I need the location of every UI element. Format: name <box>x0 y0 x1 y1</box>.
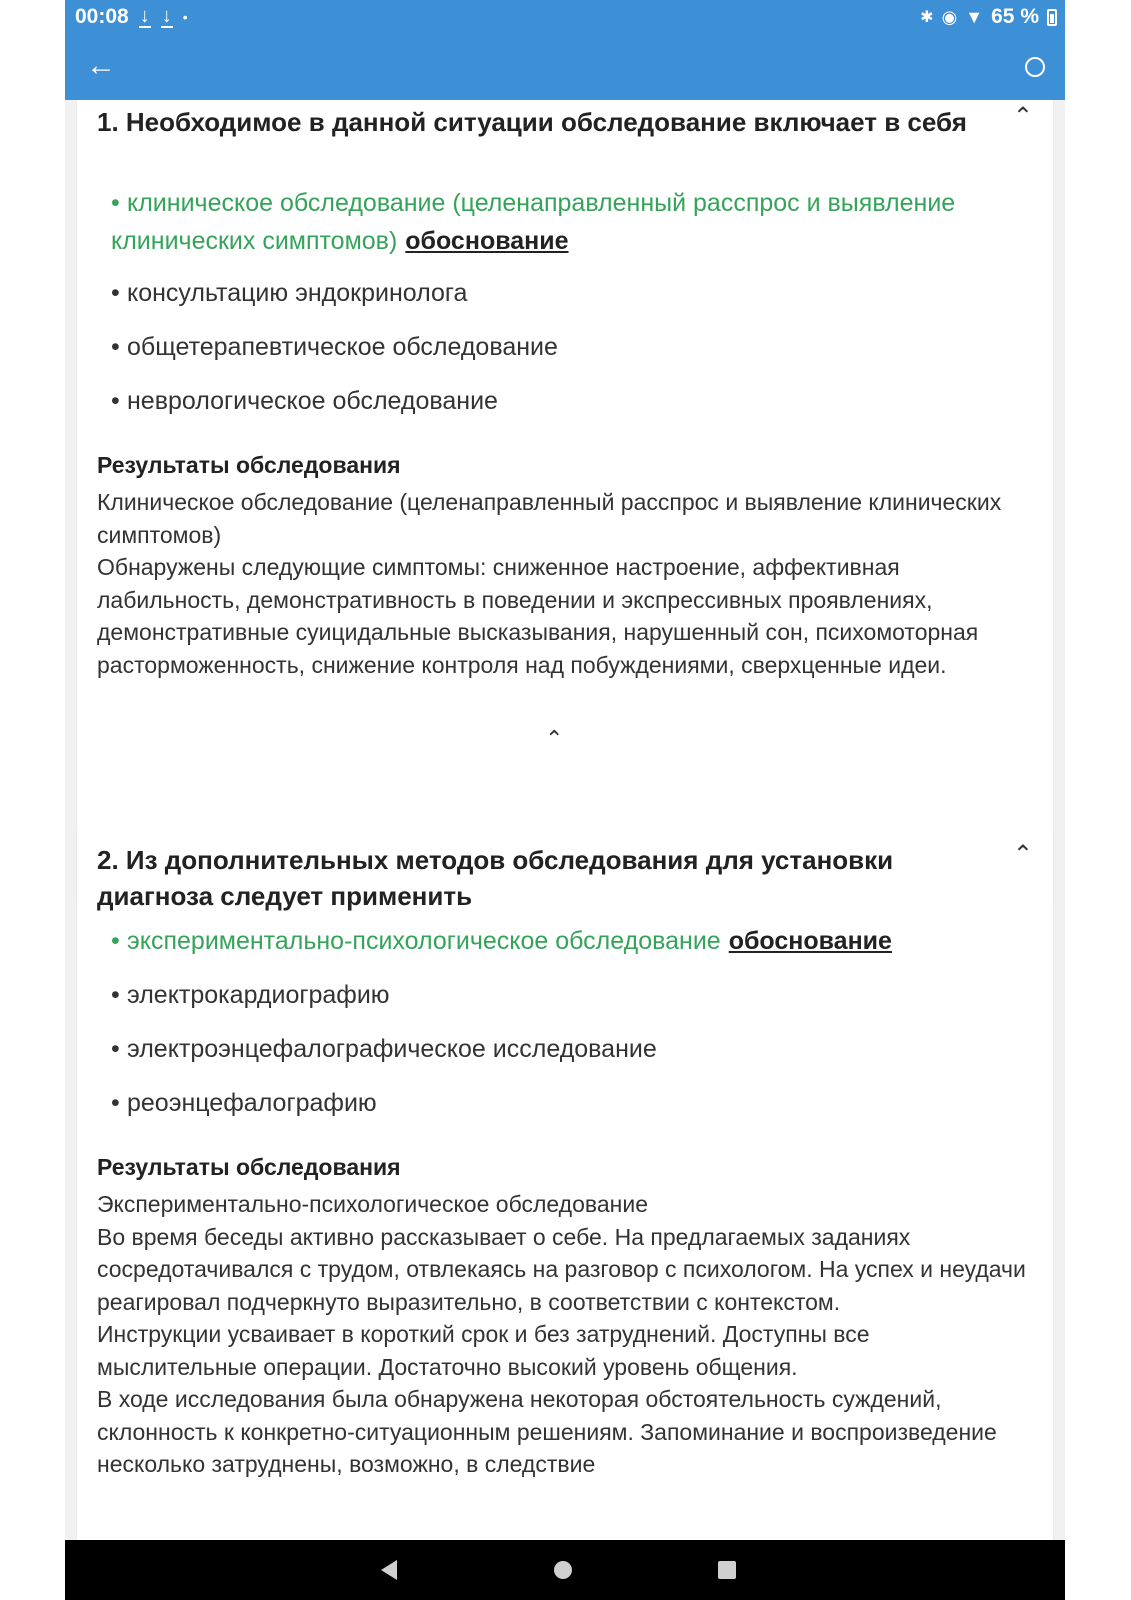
option-text: общетерапевтическое обследование <box>127 333 558 361</box>
option-text: реоэнцефалографию <box>127 1089 377 1117</box>
bullet-icon: • <box>111 387 120 415</box>
results-text: Экспериментально-психологическое обследование Во время беседы активно рассказывает о себе. На предлагаемых заданиях сосредотачивался с трудом, отвлекаясь на разговор с психологом. На успех и неудачи реагировал подчеркнуто выразительно, в соответствии с контекстом. Инструкции усваивает в короткий срок и без затруднений. Доступны все мыслительные операции. Достаточно высокий уровень общения. В ходе исследования была обнаружена некоторая обстоятельность суждений, склонность к конкретно-ситуационным решениям. Запоминание и воспроизведение несколько затруднены, возможно, в следствие <box>97 1191 1026 1477</box>
question-card-2 <box>77 826 1053 1540</box>
option-text: консультацию эндокринолога <box>127 279 468 307</box>
option-text: неврологическое обследование <box>127 387 498 415</box>
status-bar <box>65 0 1065 34</box>
option-text: электрокардиографию <box>127 981 390 1009</box>
chevron-up-icon[interactable]: ⌃ <box>1012 841 1033 868</box>
download-icon: ↓ <box>139 5 150 27</box>
content-scroll[interactable] <box>65 100 1065 1540</box>
question-title: 1. Необходимое в данной ситуации обследование включает в себя <box>97 107 967 137</box>
results-text: Клиническое обследование (целенаправленный расспрос и выявление клинических симптомов) Обнаружены следующие симптомы: сниженное настроение, аффективная лабильность, демонстративность в поведении и экспрессивных проявлениях, демонстративные суицидальные высказывания, нарушенный сон, психомоторная расторможенность, снижение контроля над побуждениями, сверхценные идеи. <box>97 489 1002 678</box>
results-title: Результаты обследования <box>97 452 401 478</box>
back-triangle-icon[interactable] <box>381 1560 397 1580</box>
navigation-bar <box>65 1540 1065 1600</box>
status-time: 00:08 <box>75 5 129 28</box>
arrow-left-icon[interactable]: ← <box>86 49 116 82</box>
option[interactable] <box>111 976 1011 1014</box>
option[interactable] <box>111 1030 1011 1068</box>
option-text: электроэнцефалографическое исследование <box>127 1035 657 1063</box>
option-text: клиническое обследование (целенаправленный расспрос и выявление клинических симптомов) <box>111 189 956 255</box>
chevron-up-icon[interactable]: ⌃ <box>545 726 564 751</box>
bullet-icon: • <box>111 1035 120 1063</box>
bullet-icon: • <box>111 279 120 307</box>
vibrate-icon: ◉ <box>941 6 958 27</box>
justification-link[interactable]: обоснование <box>405 227 569 255</box>
question-card-1 <box>77 100 1053 908</box>
battery-percent: 65 % <box>991 5 1039 28</box>
recent-square-icon[interactable] <box>718 1561 736 1579</box>
home-circle-icon[interactable] <box>554 1561 572 1579</box>
option-correct[interactable] <box>111 922 1011 960</box>
option[interactable] <box>111 328 1011 366</box>
phone-screen <box>65 0 1065 1600</box>
justification-link[interactable]: обоснование <box>728 927 892 955</box>
option[interactable] <box>111 274 1011 312</box>
question-title: 2. Из дополнительных методов обследования для установки диагноза следует применить <box>97 845 894 911</box>
chevron-up-icon[interactable]: ⌃ <box>1012 103 1033 130</box>
circle-icon[interactable] <box>1025 57 1045 77</box>
dot-icon: • <box>182 9 188 25</box>
option-text: экспериментально-психологическое обследование <box>127 927 721 955</box>
bullet-icon: • <box>111 333 120 361</box>
option-correct[interactable] <box>111 184 1011 260</box>
battery-icon <box>1047 9 1057 26</box>
bullet-icon: • <box>111 927 120 955</box>
app-bar <box>65 34 1065 100</box>
bullet-icon: • <box>111 981 120 1009</box>
results-title: Результаты обследования <box>97 1154 401 1180</box>
wifi-icon: ▼ <box>965 6 984 27</box>
option[interactable] <box>111 382 1011 420</box>
download-icon: ↓ <box>161 5 172 27</box>
bluetooth-icon: ✱ <box>920 9 934 26</box>
bullet-icon: • <box>111 1089 120 1117</box>
bullet-icon: • <box>111 189 120 217</box>
option[interactable] <box>111 1084 1011 1122</box>
